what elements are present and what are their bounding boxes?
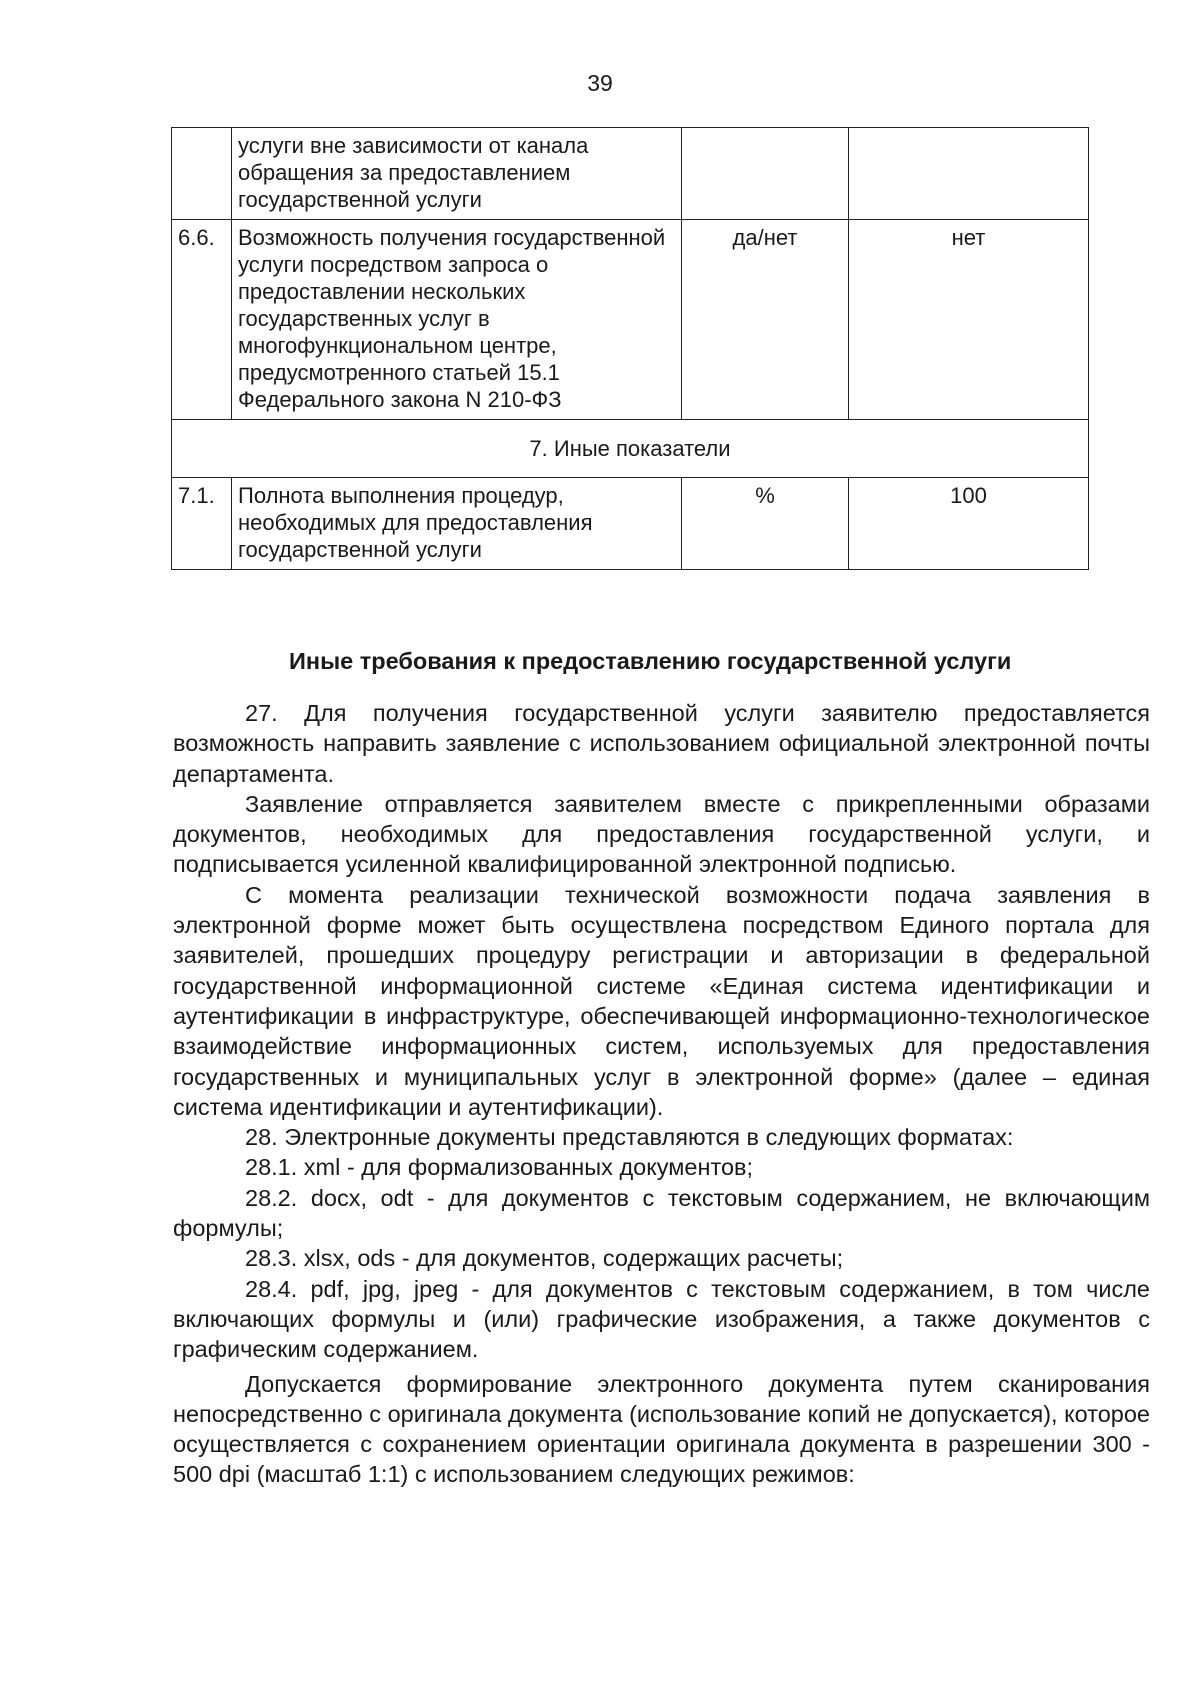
paragraph: 28.3. xlsx, ods - для документов, содержащих расчеты; (245, 1245, 844, 1272)
indicators-table (171, 127, 1089, 570)
page-number: 39 (587, 70, 613, 96)
indicator-name: Возможность получения государственной услуги посредством запроса о предоставлении нескольких государственных услуг в многофункциональном центре, предусмотренного статьей 15.1 Федерального закона N 210-ФЗ (232, 220, 682, 420)
indicator-unit: % (682, 478, 849, 570)
paragraph: 28.2. docx, odt - для документов с текстовым содержанием, не включающим формулы; (173, 1184, 1150, 1242)
table-row (172, 128, 1089, 220)
section-heading: Иные требования к предоставлению государственной услуги (289, 648, 1012, 674)
section-row (172, 420, 1089, 478)
table-row (172, 478, 1089, 570)
paragraph: 27. Для получения государственной услуги заявителю предоставляется возможность направить заявление с использованием официальной электронной почты департамента. (173, 700, 1150, 787)
row-number (172, 128, 232, 220)
indicator-unit: да/нет (682, 220, 849, 420)
row-number: 7.1. (172, 478, 232, 570)
row-number: 6.6. (172, 220, 232, 420)
paragraph: 28.1. xml - для формализованных документов; (245, 1154, 754, 1181)
paragraph: Допускается формирование электронного документа путем сканирования непосредственно с оригинала документа (использование копий не допускается), которое осуществляется с сохранением ориентации оригинала документа в разрешении 300 - 500 dpi (масштаб 1:1) с использованием следующих режимов: (173, 1370, 1150, 1488)
indicator-value: нет (849, 220, 1089, 420)
paragraph: 28. Электронные документы представляются в следующих форматах: (245, 1124, 1014, 1151)
body-text (173, 646, 1150, 1490)
indicator-name: услуги вне зависимости от канала обращения за предоставлением государственной услуги (232, 128, 682, 220)
indicator-value: 100 (849, 478, 1089, 570)
paragraph: 28.4. pdf, jpg, jpeg - для документов с текстовым содержанием, в том числе включающих формулы и (или) графические изображения, а также документов с графическим содержанием. (173, 1275, 1150, 1363)
indicator-value (849, 128, 1089, 220)
section-title: 7. Иные показатели (172, 420, 1089, 478)
paragraph: С момента реализации технической возможности подача заявления в электронной форме может быть осуществлена посредством Единого портала для заявителей, прошедших процедуру регистрации и авторизации в федеральной государственной информационной системе «Единая система идентификации и аутентификации в инфраструктуре, обеспечивающей информационно-технологическое взаимодействие информационных систем, используемых для предоставления государственных и муниципальных услуг в электронной форме» (далее – единая система идентификации и аутентификации). (173, 881, 1150, 1120)
paragraph: Заявление отправляется заявителем вместе с прикрепленными образами документов, необходимых для предоставления государственной услуги, и подписывается усиленной квалифицированной электронной подписью. (173, 790, 1150, 878)
indicator-unit (682, 128, 849, 220)
indicator-name: Полнота выполнения процедур, необходимых для предоставления государственной услуги (232, 478, 682, 570)
table-row (172, 220, 1089, 420)
